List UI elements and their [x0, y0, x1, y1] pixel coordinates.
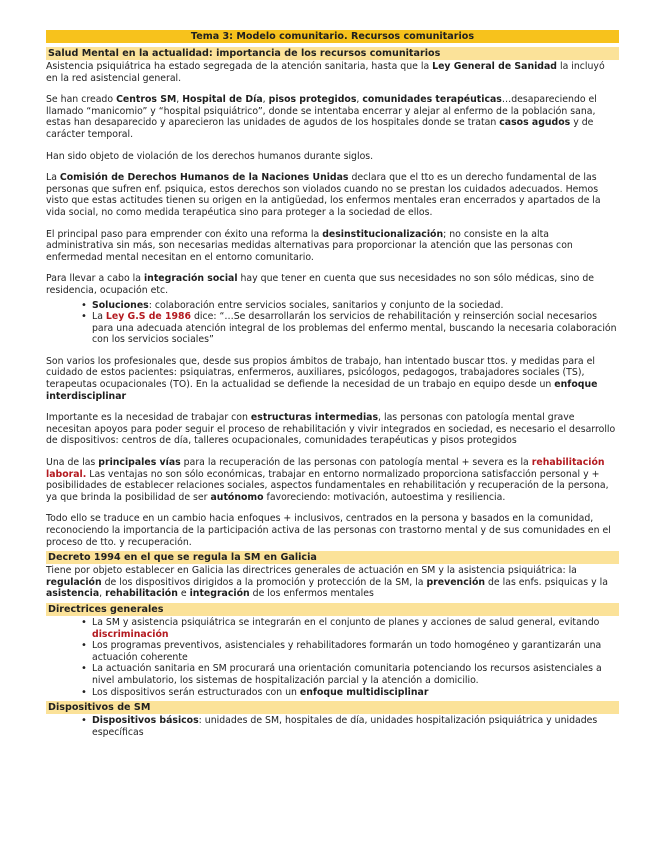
document-page	[46, 30, 619, 748]
section-heading-dispositivos: Dispositivos de SM	[46, 701, 619, 714]
bullet-list-directrices	[46, 617, 619, 698]
section-heading-directrices: Directrices generales	[46, 603, 619, 616]
section-heading-decreto: Decreto 1994 en el que se regula la SM en Galicia	[46, 551, 619, 564]
paragraph-rehabilitacion: Una de las principales vías para la recuperación de las personas con patología mental + severa es la rehabilitación laboral. Las ventajas no son sólo económicas, trabajar en entorno normalizado proporciona satisfacción personal y + posibilidades de establecer relaciones sociales, aspectos fundamentales en rehabilitación y recuperación de la persona, ya que brinda la posibilidad de ser autónomo favoreciendo: motivación, autoestima y resiliencia.	[46, 457, 609, 503]
list-item: • La actuación sanitaria en SM procurará una orientación comunitaria potenciando los recursos asistenciales a nivel ambulatorio, los sistemas de hospitalización parcial y la atención a domicilio.	[81, 663, 619, 686]
paragraph-decreto: Tiene por objeto establecer en Galicia las directrices generales de actuación en SM y la asistencia psiquiátrica: la regulación de los dispositivos dirigidos a la promoción y protección de la SM, la prevención de las enfs. psiquicas y la asistencia, rehabilitación e integración de los enfermos mentales	[46, 565, 608, 600]
document-title: Tema 3: Modelo comunitario. Recursos comunitarios	[46, 30, 619, 43]
list-item: • Los programas preventivos, asistenciales y rehabilitadores formarán un todo homogéneo y garantizarán una actuación coherente	[81, 640, 619, 663]
list-item: • La Ley G.S de 1986 dice: “…Se desarrollarán los servicios de rehabilitación y reinserción social necesarios para una adecuada atención integral de los problemas del enfermo mental, buscando la necesaria colaboración con los servicios sociales”	[81, 311, 619, 346]
paragraph-centros: Se han creado Centros SM, Hospital de Día, pisos protegidos, comunidades terapéuticas…desapareciendo el llamado “manicomio” y “hospital psiquiátrico”, donde se intentaba encerrar y alejar al enfermo de la población sana, estas han desaparecido y aparecieron las unidades de agudos de los hospitales donde se tratan casos agudos y de carácter temporal.	[46, 94, 597, 140]
paragraph-desinstitucionalizacion: El principal paso para emprender con éxito una reforma la desinstitucionalización; no consiste en la alta administrativa sin más, son necesarias medidas alternativas para proporcionar la atención que las personas con enfermedad mental necesitan en el entorno comunitario.	[46, 228, 573, 263]
paragraph-asistencia: Asistencia psiquiátrica ha estado segregada de la atención sanitaria, hasta que la Ley General de Sanidad la incluyó en la red asistencial general.	[46, 61, 605, 84]
paragraph-profesionales: Son varios los profesionales que, desde sus propios ámbitos de trabajo, han intentado buscar ttos. y medidas para el cuidado de estos pacientes: psiquiatras, enfermeros, auxiliares, psicólogos, pedagogos, trabajadores sociales (TS), terapeutas ocupacionales (TO). En la actualidad se defiende la necesidad de un trabajo en equipo desde un enfoque interdisciplinar	[46, 355, 598, 402]
paragraph-comision: La Comisión de Derechos Humanos de la Naciones Unidas declara que el tto es un derecho fundamental de las personas que sufren enf. psiquica, estos derechos son violados cuando no se prestan los cuidados adecuados. Hemos visto que estas actitudes tienen su origen en la antigüedad, los enfermos mentales eran encerrados y apartados de la vida social, no como medida terapéutica sino para proteger a la sociedad de ellos.	[46, 172, 601, 218]
bullet-list-dispositivos	[46, 715, 619, 738]
paragraph-estructuras: Importante es la necesidad de trabajar con estructuras intermedias, las personas con patología mental grave necesitan apoyos para poder seguir el proceso de rehabilitación y vivir integrados en sociedad, es necesario el desarrollo de dispositivos: centros de día, talleres ocupacionales, comunidades terapéuticas y pisos protegidos	[46, 412, 616, 447]
paragraph-enfoques: Todo ello se traduce en un cambio hacia enfoques + inclusivos, centrados en la persona y basados en la comunidad, reconociendo la importancia de la participación activa de las personas con trastorno mental y de sus comunidades en el proceso de tto. y recuperación.	[46, 513, 611, 548]
paragraph-integracion: Para llevar a cabo la integración social hay que tener en cuenta que sus necesidades no son sólo médicas, sino de residencia, ocupación etc.	[46, 273, 594, 296]
list-item: • Dispositivos básicos: unidades de SM, hospitales de día, unidades hospitalización psiquiátrica y unidades específicas	[81, 715, 619, 738]
list-item: • Soluciones: colaboración entre servicios sociales, sanitarios y conjunto de la sociedad.	[81, 300, 619, 312]
bullet-list-soluciones	[46, 300, 619, 346]
list-item: • La SM y asistencia psiquiátrica se integrarán en el conjunto de planes y acciones de salud general, evitando discriminación	[81, 617, 619, 640]
section-heading-salud-mental: Salud Mental en la actualidad: importancia de los recursos comunitarios	[46, 47, 619, 60]
paragraph-derechos: Han sido objeto de violación de los derechos humanos durante siglos.	[46, 150, 374, 162]
list-item: • Los dispositivos serán estructurados con un enfoque multidisciplinar	[81, 687, 619, 699]
